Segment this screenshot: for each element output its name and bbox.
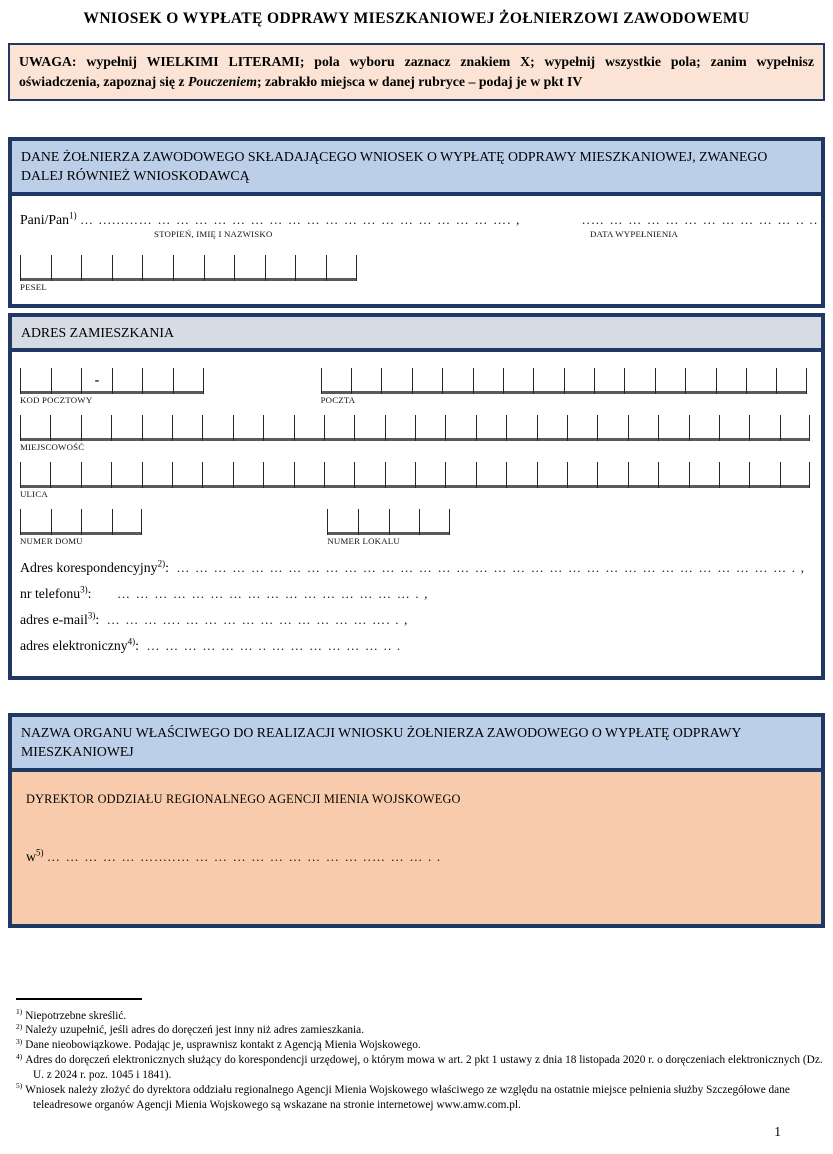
page-number: 1 [774,1124,781,1139]
comb-cell[interactable] [324,415,354,441]
comb-cell[interactable] [81,509,112,535]
comb-cell[interactable] [476,415,506,441]
section-authority-body [12,772,821,924]
email-colon: : [95,611,100,627]
street-label: ULICA [20,488,48,499]
authority-location-fill-line[interactable]: … … … … … ….....… … … … … … … … … … ..… … … . . [46,848,442,864]
city-row [20,415,813,452]
footnote-2-text: Należy uzupełnić, jeśli adres do doręczeń jest inny niż adres zamieszkania. [25,1024,365,1037]
correspondence-address-line [20,560,813,586]
footnote-separator [16,998,142,1000]
comb-cell[interactable] [202,462,232,488]
correspondence-address-fill-line[interactable]: … … … … … … … … … … … … … … … … … … … … … … … … … … … … … … … … … . , [176,559,806,575]
section-applicant-header: DANE ŻOŁNIERZA ZAWODOWEGO SKŁADAJĄCEGO WNIOSEK O WYPŁATĘ ODPRAWY MIESZKANIOWEJ, ZWANEGO DALEJ RÓWNIEŻ WNIOSKODAWCĄ [12,141,821,196]
comb-cell[interactable] [51,255,82,281]
comb-cell[interactable] [112,255,143,281]
comb-cell[interactable] [351,368,381,394]
comb-cell[interactable] [533,368,563,394]
comb-cell[interactable] [473,368,503,394]
comb-cell[interactable] [173,368,204,394]
street-field[interactable] [20,462,810,488]
comb-cell[interactable] [624,368,654,394]
salutation-row [20,210,819,239]
comb-cell[interactable] [567,462,597,488]
post-office-label: POCZTA [320,394,356,405]
footnotes-block [8,998,825,1113]
comb-cell[interactable] [321,368,351,394]
salutation-label: Pani/Pan [20,211,70,227]
comb-cell[interactable] [111,415,141,441]
comb-cell[interactable] [685,368,715,394]
comb-cell[interactable] [81,255,112,281]
page-title: WNIOSEK O WYPŁATĘ ODPRAWY MIESZKANIOWEJ ŻOŁNIERZOWI ZAWODOWEMU [83,10,750,27]
comb-cell[interactable] [415,462,445,488]
footnote-5-text: Wniosek należy złożyć do dyrektora oddziału regionalnego Agencji Mienia Wojskowego właściwego ze względu na ostatnie miejsce pełnienia służby Szczegółowe dane teleadresowe organów Agencji Mienia Wojskowego są wskazane na stronie internetowej www.amw.com.pl. [25,1084,790,1111]
comb-cell[interactable] [50,415,80,441]
pesel-label: PESEL [20,281,47,292]
comb-cell[interactable] [51,368,82,394]
comb-cell[interactable] [445,415,475,441]
comb-cell[interactable] [142,462,172,488]
email-footnote-ref: 3) [87,610,96,621]
comb-cell[interactable] [202,415,232,441]
pesel-block [20,255,813,292]
date-sublabel: DATA WYPEŁNIENIA [590,228,679,239]
comb-cell[interactable] [658,462,688,488]
comb-cell[interactable] [294,462,324,488]
house-number-label: NUMER DOMU [20,535,83,546]
footnote-1-text: Niepotrzebne skreślić. [25,1009,127,1022]
footnote-1 [16,1006,824,1024]
footnote-4-num: 4) [16,1051,23,1061]
comb-cell[interactable] [415,415,445,441]
house-number-group [20,509,142,546]
footnote-1-num: 1) [16,1006,23,1016]
comb-cell[interactable] [294,415,324,441]
comb-cell[interactable] [233,415,263,441]
comb-cell[interactable] [537,415,567,441]
comb-cell[interactable] [142,415,172,441]
notice-text-italic: Pouczeniem [188,74,257,89]
pesel-field[interactable] [20,255,357,281]
comb-cell[interactable] [173,255,204,281]
address-extra-lines [20,560,813,664]
comb-cell[interactable] [111,462,141,488]
comb-cell[interactable] [716,368,746,394]
comb-cell[interactable] [719,415,749,441]
comb-cell[interactable] [324,462,354,488]
comb-cell[interactable] [327,509,358,535]
salutation-footnote-ref: 1) [69,210,77,221]
authority-in-label: w [26,848,36,864]
house-number-field[interactable] [20,509,142,535]
comb-cell[interactable] [354,415,384,441]
comb-cell[interactable] [658,415,688,441]
footnote-2-num: 2) [16,1021,23,1031]
comb-cell[interactable] [112,368,143,394]
comb-cell[interactable] [81,415,111,441]
street-group [20,462,810,499]
comb-cell[interactable] [385,415,415,441]
postal-row [20,368,813,405]
postal-code-field[interactable] [20,368,204,394]
comb-cell[interactable] [389,509,420,535]
comb-cell[interactable] [628,415,658,441]
e-delivery-fill-line[interactable]: … … … … … … .. … … … … … … .. . [146,637,402,653]
comb-cell[interactable] [172,415,202,441]
section-authority-header: NAZWA ORGANU WŁAŚCIWEGO DO REALIZACJI WNIOSKU ŻOŁNIERZA ZAWODOWEGO O WYPŁATĘ ODPRAWY MIESZKANIOWEJ [12,717,821,772]
e-delivery-label: adres elektroniczny [20,637,128,653]
date-field [578,211,819,239]
comb-cell[interactable] [780,415,810,441]
phone-label: nr telefonu [20,585,81,601]
city-field[interactable] [20,415,810,441]
comb-cell[interactable] [263,415,293,441]
comb-cell[interactable] [567,415,597,441]
comb-cell[interactable] [51,509,82,535]
postal-code-group [20,368,204,405]
city-label: MIEJSCOWOŚĆ [20,441,85,452]
comb-cell[interactable] [412,368,442,394]
comb-cell[interactable] [263,462,293,488]
comb-cell[interactable] [719,462,749,488]
comb-cell[interactable] [20,368,51,394]
street-row [20,462,813,499]
comb-cell[interactable] [234,255,265,281]
comb-cell[interactable] [358,509,389,535]
comb-cell[interactable] [564,368,594,394]
notice-box [8,43,825,101]
email-fill-line[interactable]: … … … …. … … … … … … … … … … …. . , [106,611,409,627]
comb-cell[interactable] [112,509,143,535]
rank-name-fill-line[interactable]: … .........… … … … … … … … … … … … … … … … … … … …. , [80,211,521,227]
comb-cell[interactable] [628,462,658,488]
comb-cell[interactable] [503,368,533,394]
comb-cell[interactable] [142,255,173,281]
comb-cell[interactable] [20,255,51,281]
section-address-header: ADRES ZAMIESZKANIA [12,317,821,352]
authority-footnote-ref: 5) [35,846,44,857]
comb-cell[interactable] [442,368,472,394]
comb-cell[interactable] [506,462,536,488]
comb-cell[interactable] [233,462,263,488]
comb-cell[interactable] [20,415,50,441]
section-applicant [8,137,825,308]
phone-colon: : [87,585,92,601]
phone-line [20,586,813,612]
rank-name-field [20,212,578,239]
footnote-5 [16,1083,824,1113]
comb-cell[interactable] [81,462,111,488]
comb-cell[interactable] [780,462,810,488]
comb-cell[interactable] [655,368,685,394]
comb-cell[interactable] [20,509,51,535]
comb-cell[interactable] [749,462,779,488]
comb-cell[interactable] [50,462,80,488]
comb-cell[interactable] [597,415,627,441]
comb-cell[interactable] [172,462,202,488]
comb-cell[interactable] [265,255,296,281]
comb-cell[interactable] [476,462,506,488]
comb-cell[interactable] [776,368,806,394]
footnote-4 [16,1053,824,1083]
flat-number-label: NUMER LOKALU [327,535,400,546]
section-applicant-body [12,196,821,304]
date-fill-line[interactable]: ..… … … … … … … … … … … .. .. [582,211,819,227]
footnote-4-text: Adres do doręczeń elektronicznych służący do korespondencji urzędowej, o którym mowa w art. 2 pkt 1 ustawy z dnia 18 listopada 2020 r. o doręczeniach elektronicznych (Dz. U. z 2024 r. poz. 1045 i 1841). [25,1054,823,1082]
notice-text-start: UWAGA: wypełnij WIELKIMI LITERAMI; pola wyboru zaznacz znakiem X; wypełnij wszystkie pola; zanim wypełnisz oświadczenia, zapoznaj się z [19,54,814,89]
section-authority [8,713,825,928]
flat-number-group [327,509,449,546]
postal-code-label: KOD POCZTOWY [20,394,93,405]
city-group [20,415,810,452]
footnote-2 [16,1023,824,1038]
house-flat-row [20,509,813,546]
comb-cell[interactable] [381,368,411,394]
comb-cell[interactable] [204,255,235,281]
email-line [20,612,813,638]
correspondence-footnote-ref: 2) [157,558,166,569]
e-delivery-footnote-ref: 4) [127,636,136,647]
correspondence-colon: : [165,559,169,575]
email-label: adres e-mail [20,611,88,627]
comb-cell[interactable] [506,415,536,441]
rank-name-line [20,212,578,228]
notice-text-end: ; zabrakło miejsca w danej rubryce – podaj je w pkt IV [256,74,583,89]
footnote-3-text: Dane nieobowiązkowe. Podając je, usprawnisz kontakt z Agencją Mienia Wojskowego. [25,1039,421,1052]
comb-cell[interactable] [594,368,624,394]
post-office-group [321,368,807,405]
section-address-body [12,352,821,676]
post-office-field[interactable] [321,368,807,394]
phone-fill-line[interactable]: … … … … … … … … … … … … … … … … . , [116,585,429,601]
comb-cell[interactable] [295,255,326,281]
comb-cell[interactable]: - [81,368,112,394]
comb-cell[interactable] [385,462,415,488]
authority-name: DYREKTOR ODDZIAŁU REGIONALNEGO AGENCJI MIENIA WOJSKOWEGO [26,791,461,806]
rank-name-sublabel: STOPIEŃ, IMIĘ I NAZWISKO [154,228,273,239]
comb-cell[interactable] [354,462,384,488]
footnote-3 [16,1038,824,1053]
comb-cell[interactable] [689,415,719,441]
footnote-5-num: 5) [16,1081,23,1091]
flat-number-field[interactable] [327,509,449,535]
authority-location-line [26,846,807,865]
comb-cell[interactable] [445,462,475,488]
correspondence-address-label: Adres korespondencyjny [20,559,158,575]
comb-cell[interactable] [597,462,627,488]
section-address [8,313,825,680]
phone-footnote-ref: 3) [80,584,88,595]
comb-cell[interactable] [689,462,719,488]
comb-cell[interactable] [326,255,357,281]
comb-cell[interactable] [419,509,450,535]
comb-cell[interactable] [20,462,50,488]
comb-cell[interactable] [142,368,173,394]
comb-cell[interactable] [749,415,779,441]
e-delivery-line [20,638,813,664]
comb-cell[interactable] [537,462,567,488]
comb-cell[interactable] [746,368,776,394]
e-delivery-colon: : [135,637,139,653]
footnote-3-num: 3) [16,1036,23,1046]
